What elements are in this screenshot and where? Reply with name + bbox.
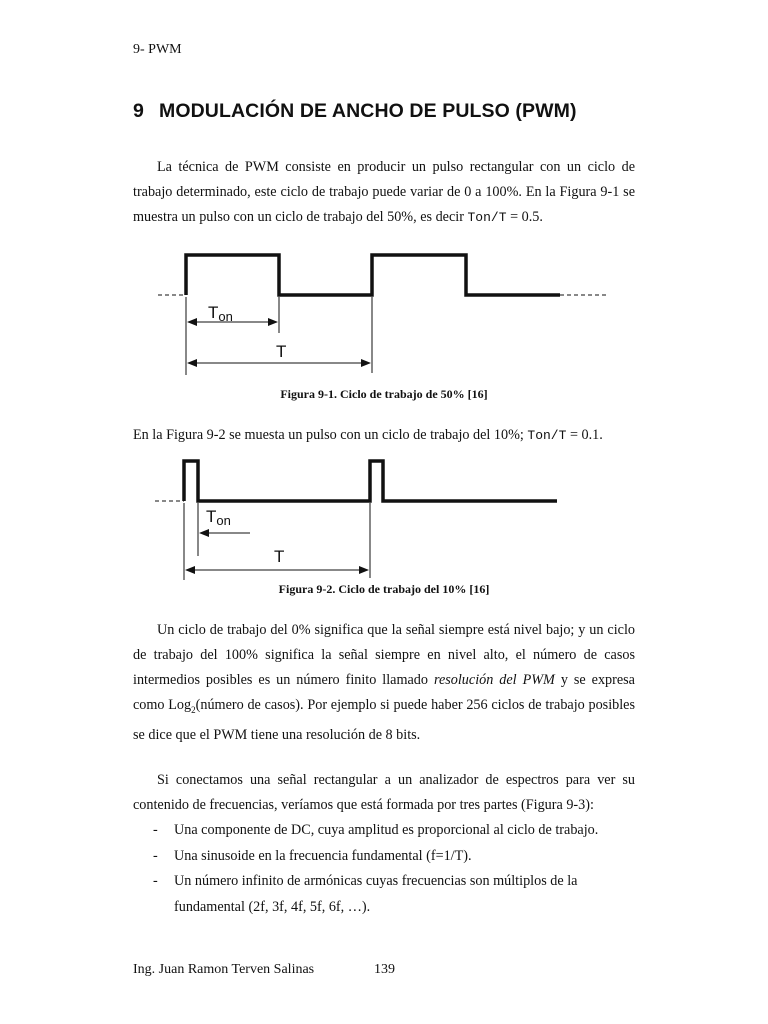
list-item [150, 818, 640, 844]
paragraph-figure-2-text: En la Figura 9-2 se muesta un pulso con un ciclo de trabajo del 10%; [133, 427, 528, 443]
paragraph-resolution [133, 618, 635, 748]
ton-label: Ton [208, 303, 233, 324]
paragraph-resolution-mid: y se expresa como Log [133, 672, 635, 713]
paragraph-intro-text: La técnica de PWM consiste en producir un pulso rectangular con un ciclo de trabajo determinado, este ciclo de trabajo puede variar de 0 a 100%. En la Figura 9-1 se muestra un pulso con un ciclo de trabajo del 50%, es decir [133, 159, 635, 225]
chapter-title: MODULACIÓN DE ANCHO DE PULSO (PWM) [159, 100, 577, 122]
log-base: 2 [191, 704, 196, 715]
list-item-text: Una componente de DC, cuya amplitud es proporcional al ciclo de trabajo. [174, 822, 599, 838]
pwm-signal-10 [184, 461, 557, 501]
figure-9-1-caption: Figura 9-1. Ciclo de trabajo de 50% [16] [280, 387, 488, 401]
figure-9-2-caption: Figura 9-2. Ciclo de trabajo del 10% [16] [278, 582, 490, 596]
paragraph-resolution-end: (número de casos). Por ejemplo si puede haber 256 ciclos de trabajo posibles se dice que el PWM tiene una resolución de 8 bits. [133, 697, 635, 743]
period-label: T [274, 547, 285, 566]
pwm-signal-50 [186, 255, 560, 295]
footer-author: Ing. Juan Ramon Terven Salinas [133, 962, 315, 977]
list-item-text: Una sinusoide en la frecuencia fundamental (f=1/T). [174, 847, 472, 864]
figure-9-2-waveform [0, 452, 768, 582]
list-item [150, 869, 640, 920]
paragraph-intro-end: = 0.5. [506, 209, 543, 225]
paragraph-figure-2-end: = 0.1. [566, 427, 603, 443]
chapter-heading [133, 100, 577, 123]
period-label: T [276, 342, 287, 361]
list-bullet: - [153, 822, 158, 838]
formula-ton-t-50: Ton/T [467, 210, 507, 225]
term-resolution: resolución del PWM [433, 672, 555, 688]
chapter-number: 9 [133, 100, 144, 122]
components-list [150, 818, 640, 920]
page-number: 139 [374, 962, 395, 977]
list-bullet: - [153, 873, 158, 889]
ton-label: Ton [206, 507, 231, 528]
paragraph-figure-2-intro [133, 423, 635, 448]
figure-9-1-waveform [0, 245, 768, 385]
list-item-text: Un número infinito de armónicas cuyas frecuencias son múltiplos de la fundamental (2f, 3f, 4f, 5f, 6f, …). [174, 873, 578, 915]
paragraph-intro [133, 155, 635, 230]
paragraph-spectrum: Si conectamos una señal rectangular a un analizador de espectros para ver su contenido de frecuencias, veríamos que está formada por tres partes (Figura 9-3): [133, 772, 635, 813]
paragraph-resolution-text: Un ciclo de trabajo del 0% significa que la señal siempre está nivel bajo; y un ciclo de trabajo del 100% significa la señal siempre en nivel alto, el número de casos intermedios posibles es un número finito llamado [133, 622, 635, 688]
list-item [150, 844, 640, 870]
formula-ton-t-10: Ton/T [527, 428, 567, 443]
list-bullet: - [153, 847, 158, 864]
running-header: 9- PWM [133, 42, 182, 57]
